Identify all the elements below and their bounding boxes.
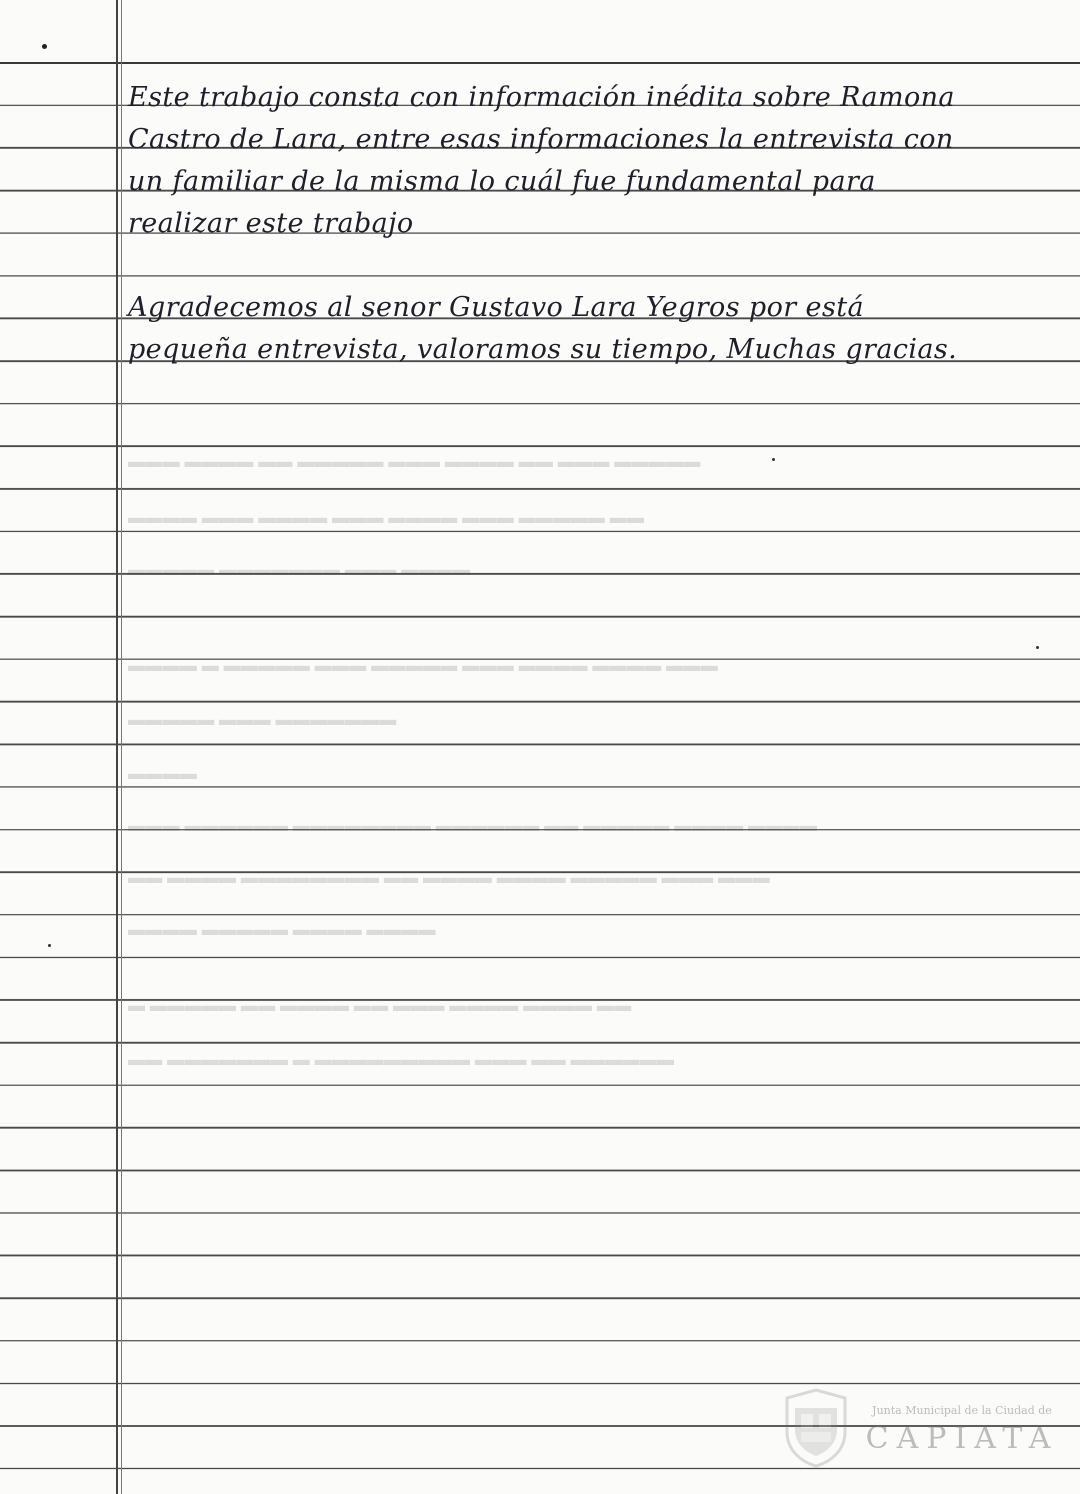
handwritten-paragraph-thanks bbox=[128, 294, 1028, 378]
handwritten-line: realizar este trabajo bbox=[128, 208, 414, 239]
margin-line-secondary bbox=[121, 0, 122, 1494]
show-through-text: ▬▬▬▬ ▬▬▬▬▬ ▬▬▬▬ ▬▬▬▬ bbox=[128, 920, 436, 939]
show-through-text: ▬▬ ▬▬▬▬▬▬▬ ▬ ▬▬▬▬▬▬▬▬▬ ▬▬▬ ▬▬ ▬▬▬▬▬▬ bbox=[128, 1050, 675, 1069]
margin-line bbox=[116, 0, 118, 1494]
pen-mark bbox=[772, 458, 775, 461]
show-through-text: ▬▬▬ ▬▬▬▬▬▬ ▬▬▬▬▬▬▬▬ ▬▬▬▬▬▬ ▬▬ ▬▬▬▬▬ ▬▬▬▬ ▬▬▬▬ bbox=[128, 816, 818, 835]
show-through-text: ▬▬▬▬▬ ▬▬▬ ▬▬▬▬▬▬▬ bbox=[128, 710, 397, 729]
handwritten-line: Este trabajo consta con información inédita sobre Ramona bbox=[128, 82, 955, 113]
show-through-text: ▬▬▬▬ ▬▬▬ ▬▬▬▬ ▬▬▬ ▬▬▬▬ ▬▬▬ ▬▬▬▬▬ ▬▬ bbox=[128, 508, 645, 527]
show-through-text: ▬▬ ▬▬▬▬ ▬▬▬▬▬▬▬▬ ▬▬ ▬▬▬▬ ▬▬▬▬ ▬▬▬▬▬ ▬▬▬ ▬▬▬ bbox=[128, 868, 770, 887]
top-rule-line bbox=[0, 62, 1080, 64]
pen-mark bbox=[48, 944, 51, 947]
watermark-line-1: Junta Municipal de la Ciudad de bbox=[872, 1404, 1052, 1417]
handwritten-line: Castro de Lara, entre esas informaciones la entrevista con bbox=[128, 124, 954, 155]
show-through-text: ▬▬▬▬ bbox=[128, 764, 198, 783]
show-through-text: ▬▬▬ ▬▬▬▬ ▬▬ ▬▬▬▬▬ ▬▬▬ ▬▬▬▬ ▬▬ ▬▬▬ ▬▬▬▬▬ bbox=[128, 452, 701, 471]
handwritten-line: un familiar de la misma lo cuál fue fundamental para bbox=[128, 166, 876, 197]
municipal-seal-icon bbox=[783, 1388, 849, 1468]
show-through-text: ▬ ▬▬▬▬▬ ▬▬ ▬▬▬▬ ▬▬ ▬▬▬ ▬▬▬▬ ▬▬▬▬ ▬▬ bbox=[128, 996, 632, 1015]
show-through-text: ▬▬▬▬▬ ▬▬▬▬▬▬▬ ▬▬▬ ▬▬▬▬ bbox=[128, 560, 471, 579]
handwritten-paragraph-intro bbox=[128, 84, 1028, 252]
show-through-text: ▬▬▬▬ ▬ ▬▬▬▬▬ ▬▬▬ ▬▬▬▬▬ ▬▬▬ ▬▬▬▬ ▬▬▬▬ ▬▬▬ bbox=[128, 656, 718, 675]
watermark-line-2: CAPIATA bbox=[865, 1421, 1059, 1456]
pen-mark bbox=[1036, 646, 1039, 649]
handwritten-line: pequeña entrevista, valoramos su tiempo, Muchas gracias. bbox=[128, 334, 958, 365]
handwritten-line: Agradecemos al senor Gustavo Lara Yegros por está bbox=[128, 292, 864, 323]
watermark-logo bbox=[862, 1404, 1062, 1456]
pen-dot bbox=[42, 44, 47, 49]
